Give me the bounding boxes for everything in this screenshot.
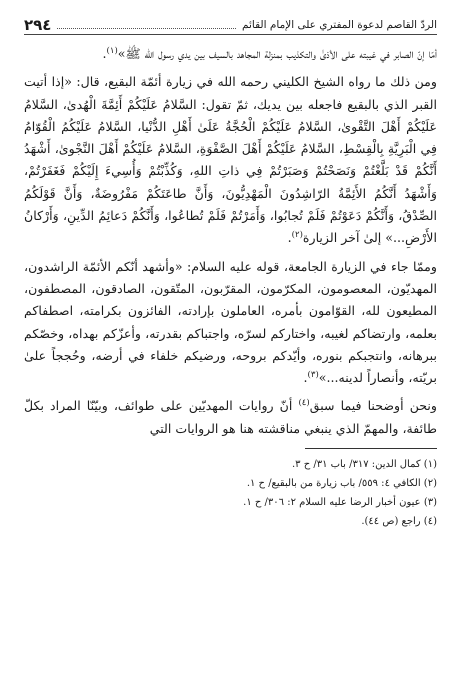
paragraph-1	[24, 43, 437, 65]
footnote-ref: (٤)	[298, 398, 310, 409]
paragraph-text: ومن ذلك ما رواه الشيخ الكليني رحمه الله في زيارة أئمّة البقيع، قال: «إذا أتيت القبر الذي بالبقيع فاجعله بين يديك، ثمّ تقول: السَّلامُ عَلَيْكُمْ أَئِمَّةَ الْهُدىٰ، السَّلامُ عَلَيْكُمْ أَهْلَ التَّقْوىٰ، السَّلامُ عَلَيْكُمْ الْحُجَّةُ عَلَىٰ أَهْلِ الدُّنْيا، السَّلامُ عَلَيْكُمُ الْقُوّامُ فِي الْبَرِيَّةِ بِالْقِسْطِ، السَّلامُ عَلَيْكُمْ أَهْلَ الصَّفْوَةِ، السَّلامُ عَلَيْكُمْ أَهْلَ النَّجْوىٰ، أَشْهَدُ أَنَّكُمْ قَدْ بَلَّغْتُمْ وَنَصَحْتُمْ وَصَبَرْتُمْ فِي ذاتِ اللهِ، وَكُذِّبْتُمْ وَأُسِيءَ إِلَيْكُمْ فَغَفَرْتُمْ، وَأَشْهَدُ أَنَّكُمُ الأَئِمَّةُ الرّاشِدُونَ الْمَهْدِيُّونَ، وَأَنَّ طاعَتَكُمْ مَفْرُوضَةٌ، وَأَنَّ قَوْلَكُمُ الصِّدْقُ، وَأَنَّكُمْ دَعَوْتُمْ فَلَمْ تُجابُوا، وَأَمَرْتُمْ فَلَمْ تُطاعُوا، وَأَنَّكُمْ دَعائِمُ الدِّينِ، وَأَرْكانُ الأَرْضِ...» إلىٰ آخر الزيارة	[24, 74, 437, 246]
footnote-1: (١) كمال الدين: ٣١٧/ باب ٣١/ ح ٣.	[291, 459, 437, 471]
footnote-2: (٢) الكافي ٤: ٥٥٩/ باب زيارة من بالبقيع/ ح ١.	[246, 478, 437, 490]
footnote-ref: (٢)	[291, 230, 303, 241]
paragraph-3	[24, 256, 437, 390]
page-number: ٢٩٤	[24, 16, 52, 34]
footnote-divider	[305, 448, 437, 449]
paragraph-text: أمّا إنّ الصابر في غيبته على الأذىٰ والتكذيب بمنزلة المجاهد بالسيف بين يدي رسول الله ﷺ»	[117, 46, 437, 61]
footnote-ref: (١)	[106, 45, 118, 56]
document-page	[24, 18, 437, 658]
header-title: الردّ القاصم لدعوة المفتري على الإمام القائم	[242, 19, 437, 31]
paragraph-text: وممّا جاء في الزيارة الجامعة، قوله عليه السلام: «وأشهد أنّكم الأئمّة الراشدون، المهديّون، المعصومون، المكرّمون، المقرّبون، المتّقون، الصادقون، المصطفون، المطيعون لله، القوّامون بأمره، العاملون بإرادته، الفائزون بكرامته، اصطفاكم بعلمه، وارتضاكم لغيبه، واختاركم لسرّه، واجتباكم بقدرته، وأعزّكم بهداه، وخصّكم ببرهانه، وانتجبكم بنوره، وأيّدكم بروحه، ورضيكم خلفاء في أرضه، وحُججاً علىٰ بريّته، وأنصاراً لدينه...»	[24, 258, 437, 386]
paragraph-tail: .	[287, 230, 292, 246]
footnotes	[24, 455, 437, 531]
paragraph-2	[24, 71, 437, 249]
header-leader-dots	[57, 27, 236, 29]
paragraph-tail: .	[102, 46, 107, 61]
running-header	[24, 18, 437, 35]
footnote-4: (٤) راجع (ص ٤٤).	[361, 516, 437, 528]
footnote-ref: (٣)	[307, 369, 319, 380]
paragraph-text: ونحن أوضحنا فيما سبق	[309, 398, 437, 414]
body-text	[24, 43, 437, 440]
paragraph-tail: .	[303, 370, 308, 386]
paragraph-4	[24, 395, 437, 440]
paragraph-tail: أنّ روايات المهديّين على طوائف، وبيّنّا المراد بكلّ طائفة، والمهمّ الذي ينبغي مناقشته هنا هو الروايات التي	[24, 398, 437, 436]
footnote-3: (٣) عيون أخبار الرضا عليه السلام ٢: ٣٠٦/ ح ١.	[243, 497, 437, 509]
